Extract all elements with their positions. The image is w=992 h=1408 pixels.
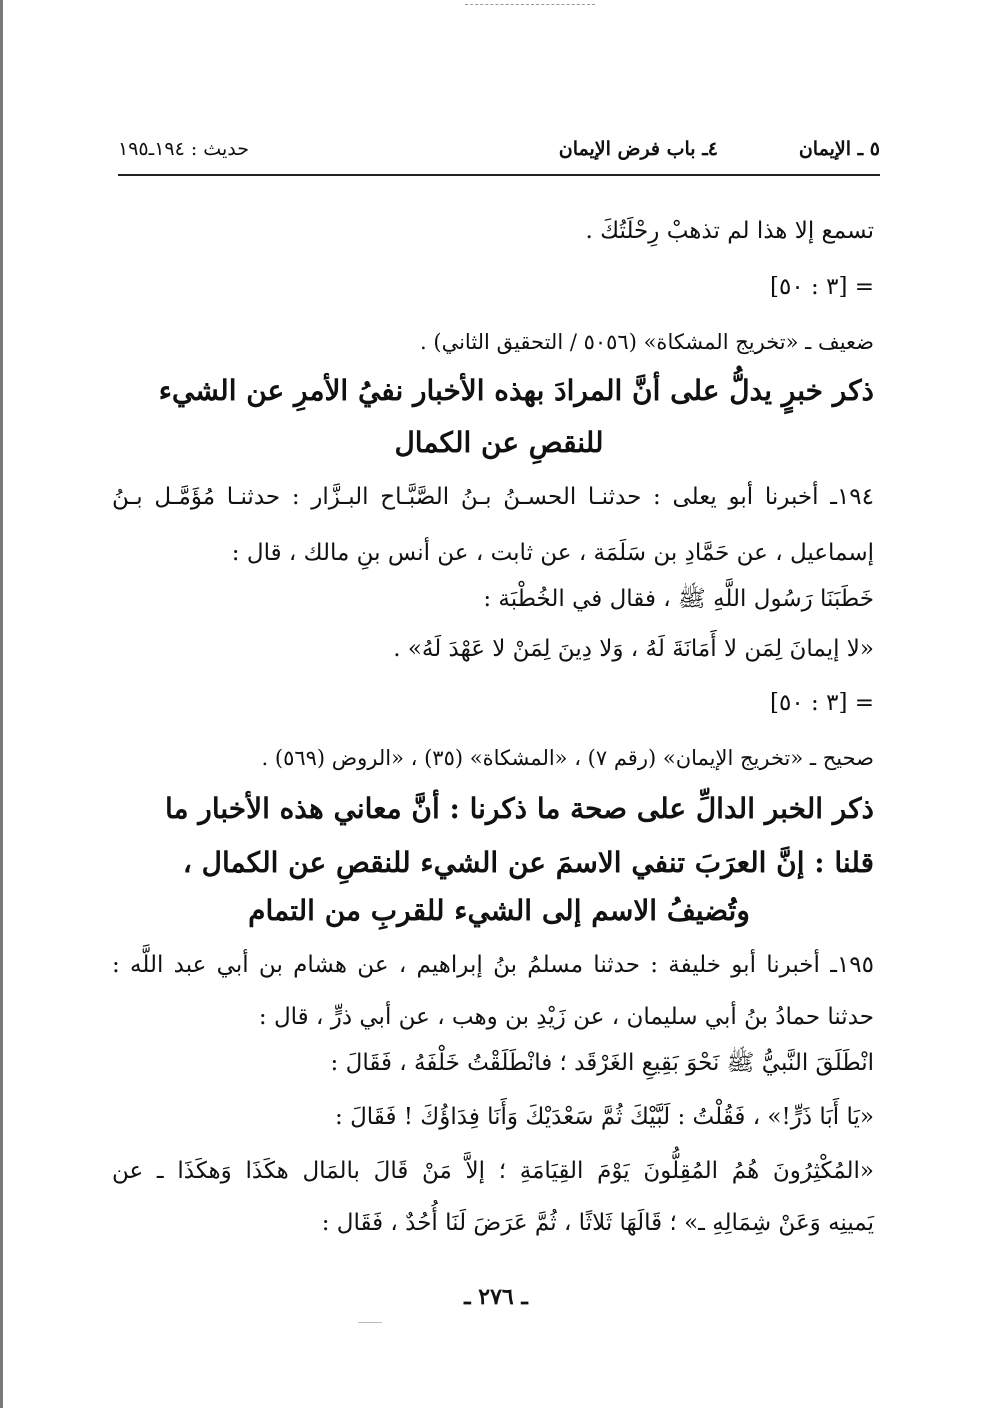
bottom-mark bbox=[358, 1322, 382, 1323]
hadith-194-isnad: ١٩٤ـ أخبرنا أبو يعلى : حدثنـا الحسـنُ بـنُ الصَّبَّـاح البـزَّار : حدثنـا مُؤَمَّـل بـنُ bbox=[112, 484, 874, 510]
grading-note: ضعيف ـ «تخريج المشكاة» (٥٠٥٦ / التحقيق الثاني) . bbox=[420, 330, 874, 354]
header-section: ٤ـ باب فرض الإيمان bbox=[558, 138, 718, 160]
top-mark bbox=[465, 4, 595, 7]
hadith-195-text: انْطَلَقَ النَّبيُّ ﷺ نَحْوَ بَقِيعِ الغَرْقَد ؛ فانْطَلَقْتُ خَلْفَهُ ، فَقَالَ : bbox=[330, 1050, 874, 1076]
hadith-195-isnad: ١٩٥ـ أخبرنا أبو خليفة : حدثنا مسلمُ بنُ إبراهيم ، عن هشام بن أبي عبد اللَّه : bbox=[112, 952, 874, 978]
header-hadith-range: حديث : ١٩٤ـ١٩٥ bbox=[118, 138, 249, 160]
hadith-194-isnad: إسماعيل ، عن حَمَّادِ بن سَلَمَة ، عن ثابت ، عن أنس بنِ مالك ، قال : bbox=[231, 540, 874, 566]
hadith-194-text: خَطَبَنَا رَسُول اللَّهِ ﷺ ، فقال في الخُطْبَة : bbox=[483, 586, 874, 612]
text-line: تسمع إلا هذا لم تذهبْ رِحْلَتُكَ . bbox=[585, 218, 874, 244]
reference-line: = [٣ : ٥٠] bbox=[770, 274, 874, 300]
hadith-195-text: «المُكْثِرُونَ هُمُ المُقِلُّونَ يَوْمَ القِيَامَةِ ؛ إلاَّ مَنْ قَالَ بالمَال هكَذَا وَهكَذَا ـ عن bbox=[112, 1158, 874, 1184]
header-rule bbox=[118, 174, 880, 176]
hadith-195-text: «يَا أَبَا ذَرٍّ!» ، فَقُلْتُ : لَبَّيْكَ ثُمَّ سَعْدَيْكَ وَأَنَا فِدَاؤُكَ ! فَقَالَ : bbox=[335, 1104, 874, 1130]
chapter-heading: للنقصِ عن الكمال bbox=[394, 426, 604, 459]
grading-note: صحيح ـ «تخريج الإيمان» (رقم ٧) ، «المشكاة» (٣٥) ، «الروض (٥٦٩) . bbox=[261, 746, 874, 770]
scan-edge bbox=[0, 0, 3, 1408]
running-header bbox=[118, 138, 880, 168]
hadith-195-text: يَمينِه وَعَنْ شِمَالِهِ ـ» ؛ قَالَهَا ثَلاثًا ، ثُمَّ عَرَضَ لَنَا أُحُدٌ ، فَقَال : bbox=[321, 1210, 874, 1236]
chapter-heading: ذكر الخبر الدالِّ على صحة ما ذكرنا : أنَّ معاني هذه الأخبار ما bbox=[165, 792, 874, 825]
hadith-195-isnad: حدثنا حمادُ بنُ أبي سليمان ، عن زَيْدِ بن وهب ، عن أبي ذرٍّ ، قال : bbox=[258, 1004, 874, 1030]
hadith-194-text: «لا إيمانَ لِمَن لا أَمَانَةَ لَهُ ، وَلا دِينَ لِمَنْ لا عَهْدَ لَهُ» . bbox=[393, 636, 874, 662]
reference-line: = [٣ : ٥٠] bbox=[770, 690, 874, 716]
chapter-heading: ذكر خبرٍ يدلُّ على أنَّ المرادَ بهذه الأخبار نفيُ الأمرِ عن الشيء bbox=[158, 374, 874, 407]
header-chapter: ٥ ـ الإيمان bbox=[798, 138, 880, 160]
chapter-heading: قلنا : إنَّ العرَبَ تنفي الاسمَ عن الشيء للنقصِ عن الكمال ، bbox=[182, 846, 874, 879]
page-number: ـ ٢٧٦ ـ bbox=[464, 1284, 528, 1310]
chapter-heading: وتُضيفُ الاسم إلى الشيء للقربِ من التمام bbox=[248, 894, 750, 927]
